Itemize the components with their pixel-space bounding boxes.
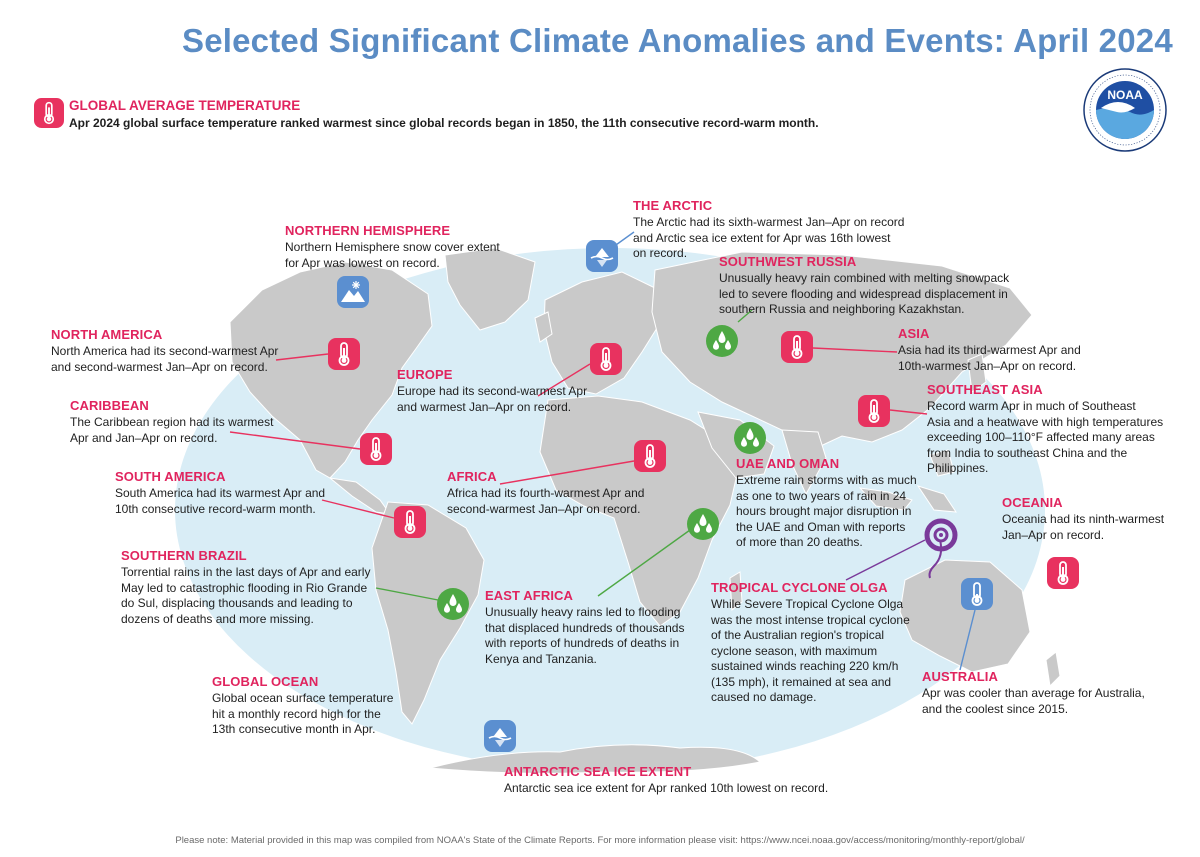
annotation-southeast-asia	[927, 382, 1163, 477]
annotation-text: Asia had its third-warmest Apr and 10th-warmest Jan–Apr on record.	[898, 343, 1081, 373]
annotation-antarctic-sea-ice	[504, 764, 828, 797]
annotation-text: South America had its warmest Apr and 10th consecutive record-warm month.	[115, 486, 326, 516]
sea-ice-icon	[484, 720, 516, 752]
annotation-heading: AUSTRALIA	[922, 669, 999, 684]
annotation-text: Apr was cooler than average for Australia, and the coolest since 2015.	[922, 686, 1145, 716]
annotation-arctic	[633, 198, 904, 262]
annotation-text: Torrential rains in the last days of Apr and early May led to catastrophic flooding in Rio Grande do Sul, displacing thousands and leading to dozens of deaths and more missing.	[121, 565, 371, 626]
thermometer-icon	[1047, 557, 1079, 589]
annotation-tropical-cyclone-olga	[711, 580, 910, 706]
annotation-text: North America had its second-warmest Apr and second-warmest Jan–Apr on record.	[51, 344, 279, 374]
annotation-heading: TROPICAL CYCLONE OLGA	[711, 580, 888, 595]
annotation-asia	[898, 326, 1081, 374]
annotation-heading: CARIBBEAN	[70, 398, 149, 413]
annotation-south-america	[115, 469, 325, 517]
annotation-heading: EUROPE	[397, 367, 453, 382]
annotation-southern-brazil	[121, 548, 370, 627]
annotation-text: Unusually heavy rain combined with melting snowpack led to severe flooding and widespread displacement in southern Russia and neighboring Kazakhstan.	[719, 271, 1010, 316]
snow-cover-icon	[337, 276, 369, 308]
rain-drops-icon	[706, 325, 738, 357]
annotation-heading: OCEANIA	[1002, 495, 1063, 510]
annotation-australia	[922, 669, 1145, 717]
annotation-heading: ASIA	[898, 326, 930, 341]
annotation-text: Global ocean surface temperature hit a monthly record high for the 13th consecutive month in Apr.	[212, 691, 394, 736]
annotation-heading: SOUTHERN BRAZIL	[121, 548, 247, 563]
global-avg-text: Apr 2024 global surface temperature ranked warmest since global records began in 1850, the 11th consecutive record-warm month.	[69, 116, 819, 130]
footer-note: Please note: Material provided in this map was compiled from NOAA's State of the Climate Reports. For more information please visit: https://www.ncei.noaa.gov/access/monitoring/monthly-report/global/	[175, 835, 1025, 846]
annotation-heading: EAST AFRICA	[485, 588, 574, 603]
annotation-text: Record warm Apr in much of Southeast Asia and a heatwave with high temperatures exceeding 100–110°F affected many areas from India to southeast China and the Philippines.	[927, 399, 1164, 475]
annotation-heading: SOUTHWEST RUSSIA	[719, 254, 857, 269]
thermometer-icon	[360, 433, 392, 465]
sea-ice-icon	[586, 240, 618, 272]
annotation-east-africa	[485, 588, 684, 667]
annotation-heading: THE ARCTIC	[633, 198, 713, 213]
annotation-northern-hemisphere	[285, 223, 500, 271]
annotation-heading: AFRICA	[447, 469, 497, 484]
annotation-text: Africa had its fourth-warmest Apr and second-warmest Jan–Apr on record.	[447, 486, 645, 516]
annotation-heading: ANTARCTIC SEA ICE EXTENT	[504, 764, 692, 779]
cyclone-icon	[924, 518, 958, 552]
annotation-heading: NORTHERN HEMISPHERE	[285, 223, 451, 238]
annotation-africa	[447, 469, 644, 517]
annotation-global-ocean	[212, 674, 393, 738]
annotation-text: While Severe Tropical Cyclone Olga was the most intense tropical cyclone of the Australian region's tropical cyclone season, with maximum sustained winds reaching 220 km/h (135 mph), it remained at sea and caused no damage.	[711, 597, 910, 704]
thermometer-icon	[634, 440, 666, 472]
page-title: Selected Significant Climate Anomalies and Events: April 2024	[182, 22, 1173, 59]
annotation-uae-oman	[736, 456, 917, 551]
annotation-north-america	[51, 327, 278, 375]
annotation-southwest-russia	[719, 254, 1009, 318]
annotation-heading: UAE AND OMAN	[736, 456, 840, 471]
thermometer-icon	[590, 343, 622, 375]
rain-drops-icon	[687, 508, 719, 540]
thermometer-icon	[781, 331, 813, 363]
thermometer-icon	[394, 506, 426, 538]
annotation-text: Extreme rain storms with as much as one to two years of rain in 24 hours brought major disruption in the UAE and Oman with reports of more than 20 deaths.	[736, 473, 917, 549]
annotation-text: Oceania had its ninth-warmest Jan–Apr on record.	[1002, 512, 1165, 542]
annotation-heading: GLOBAL OCEAN	[212, 674, 319, 689]
thermometer-icon	[961, 578, 993, 610]
annotation-text: Unusually heavy rains led to flooding that displaced hundreds of thousands with reports of hundreds of deaths in Kenya and Tanzania.	[485, 605, 685, 666]
annotation-text: Europe had its second-warmest Apr and warmest Jan–Apr on record.	[397, 384, 588, 414]
annotation-caribbean	[70, 398, 273, 446]
rain-drops-icon	[437, 588, 469, 620]
annotation-text: Antarctic sea ice extent for Apr ranked 10th lowest on record.	[504, 781, 829, 795]
annotation-heading: SOUTH AMERICA	[115, 469, 226, 484]
rain-drops-icon	[734, 422, 766, 454]
thermometer-icon	[328, 338, 360, 370]
global-avg-heading: GLOBAL AVERAGE TEMPERATURE	[69, 98, 301, 113]
noaa-logo-text: NOAA	[1107, 88, 1143, 102]
annotation-text: The Caribbean region had its warmest Apr and Jan–Apr on record.	[70, 415, 274, 445]
annotation-europe	[397, 367, 587, 415]
annotation-text: Northern Hemisphere snow cover extent for Apr was lowest on record.	[285, 240, 500, 270]
annotation-text: The Arctic had its sixth-warmest Jan–Apr on record and Arctic sea ice extent for Apr was 16th lowest on record.	[633, 215, 905, 260]
annotation-oceania	[1002, 495, 1164, 543]
annotation-heading: SOUTHEAST ASIA	[927, 382, 1043, 397]
annotation-heading: NORTH AMERICA	[51, 327, 163, 342]
thermometer-icon	[858, 395, 890, 427]
